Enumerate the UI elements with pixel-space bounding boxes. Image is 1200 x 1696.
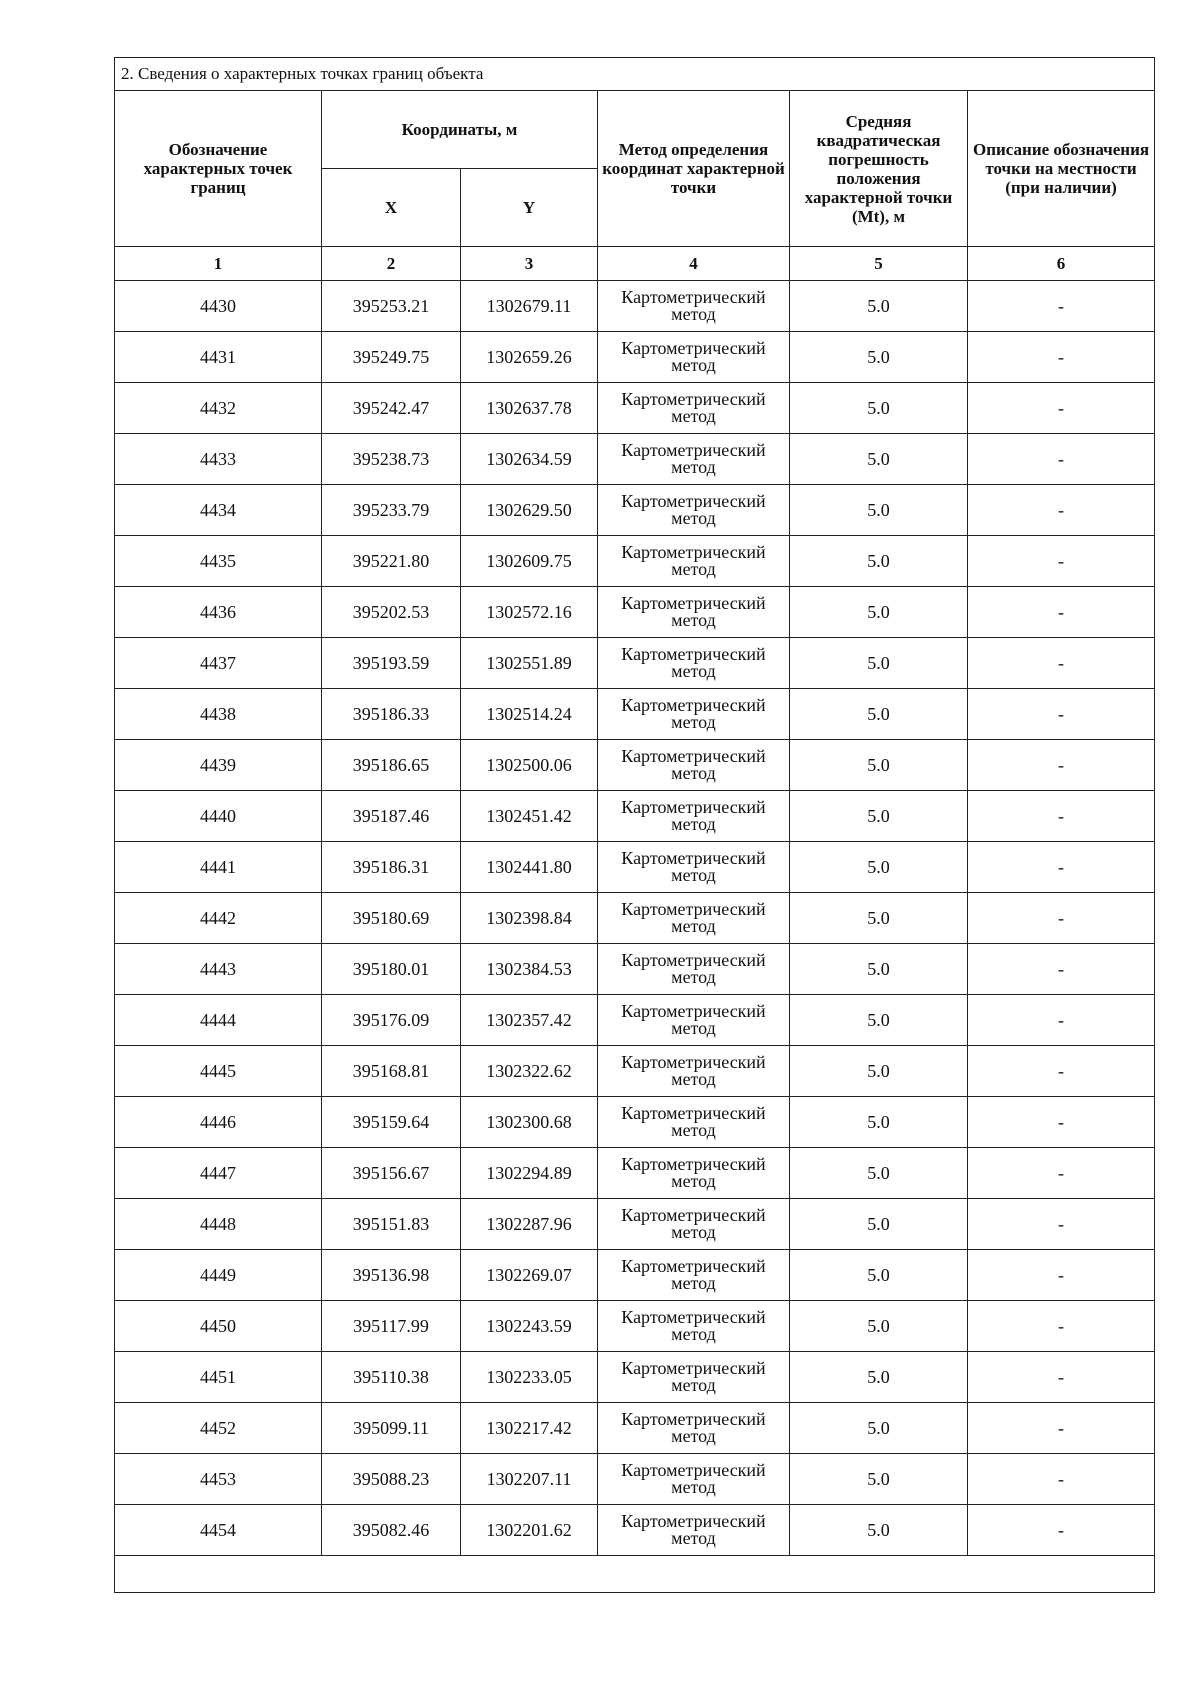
point-id-cell: 4444 [115, 995, 322, 1046]
table-row [115, 281, 1155, 332]
header-x: X [322, 169, 461, 247]
table-row [115, 1046, 1155, 1097]
mt-cell: 5.0 [790, 1199, 968, 1250]
table-row [115, 791, 1155, 842]
description-cell: - [968, 944, 1155, 995]
column-number: 2 [322, 247, 461, 281]
coord-y-cell: 1302269.07 [461, 1250, 598, 1301]
method-cell: Картометрический метод [598, 1046, 790, 1097]
coord-x-cell: 395186.65 [322, 740, 461, 791]
method-cell: Картометрический метод [598, 791, 790, 842]
table-row [115, 1403, 1155, 1454]
description-cell: - [968, 1301, 1155, 1352]
coord-x-cell: 395202.53 [322, 587, 461, 638]
mt-cell: 5.0 [790, 332, 968, 383]
coord-x-cell: 395117.99 [322, 1301, 461, 1352]
mt-cell: 5.0 [790, 1046, 968, 1097]
coord-x-cell: 395099.11 [322, 1403, 461, 1454]
document-sheet [114, 57, 1154, 1593]
description-cell: - [968, 1250, 1155, 1301]
table-row [115, 1505, 1155, 1556]
method-cell: Картометрический метод [598, 893, 790, 944]
coord-y-cell: 1302294.89 [461, 1148, 598, 1199]
point-id-cell: 4453 [115, 1454, 322, 1505]
coord-x-cell: 395168.81 [322, 1046, 461, 1097]
description-cell: - [968, 1199, 1155, 1250]
coord-y-cell: 1302201.62 [461, 1505, 598, 1556]
header-point-description: Описание обозначения точки на местности (при наличии) [968, 91, 1155, 247]
coord-x-cell: 395110.38 [322, 1352, 461, 1403]
description-cell: - [968, 1148, 1155, 1199]
header-y: Y [461, 169, 598, 247]
coord-x-cell: 395249.75 [322, 332, 461, 383]
coord-x-cell: 395221.80 [322, 536, 461, 587]
method-cell: Картометрический метод [598, 1097, 790, 1148]
coord-y-cell: 1302451.42 [461, 791, 598, 842]
method-cell: Картометрический метод [598, 1454, 790, 1505]
point-id-cell: 4447 [115, 1148, 322, 1199]
coord-x-cell: 395238.73 [322, 434, 461, 485]
description-cell: - [968, 893, 1155, 944]
table-row [115, 893, 1155, 944]
description-cell: - [968, 536, 1155, 587]
coord-y-cell: 1302634.59 [461, 434, 598, 485]
table-footer-empty-row [115, 1556, 1155, 1593]
point-id-cell: 4434 [115, 485, 322, 536]
coord-y-cell: 1302572.16 [461, 587, 598, 638]
coord-x-cell: 395253.21 [322, 281, 461, 332]
method-cell: Картометрический метод [598, 1301, 790, 1352]
description-cell: - [968, 383, 1155, 434]
description-cell: - [968, 434, 1155, 485]
point-id-cell: 4440 [115, 791, 322, 842]
coord-y-cell: 1302629.50 [461, 485, 598, 536]
mt-cell: 5.0 [790, 587, 968, 638]
method-cell: Картометрический метод [598, 383, 790, 434]
method-cell: Картометрический метод [598, 332, 790, 383]
coord-y-cell: 1302659.26 [461, 332, 598, 383]
point-id-cell: 4452 [115, 1403, 322, 1454]
mt-cell: 5.0 [790, 1097, 968, 1148]
coord-y-cell: 1302217.42 [461, 1403, 598, 1454]
header-mean-square-error: Средняя квадратическая погрешность положения характерной точки (Mt), м [790, 91, 968, 247]
point-id-cell: 4451 [115, 1352, 322, 1403]
mt-cell: 5.0 [790, 1454, 968, 1505]
point-id-cell: 4454 [115, 1505, 322, 1556]
table-row [115, 1250, 1155, 1301]
table-row [115, 434, 1155, 485]
mt-cell: 5.0 [790, 485, 968, 536]
header-point-designation: Обозначение характерных точек границ [115, 91, 322, 247]
method-cell: Картометрический метод [598, 485, 790, 536]
mt-cell: 5.0 [790, 638, 968, 689]
mt-cell: 5.0 [790, 1505, 968, 1556]
mt-cell: 5.0 [790, 944, 968, 995]
coord-x-cell: 395088.23 [322, 1454, 461, 1505]
table-row [115, 1097, 1155, 1148]
method-cell: Картометрический метод [598, 740, 790, 791]
method-cell: Картометрический метод [598, 842, 790, 893]
mt-cell: 5.0 [790, 791, 968, 842]
coord-y-cell: 1302322.62 [461, 1046, 598, 1097]
description-cell: - [968, 1454, 1155, 1505]
header-coordinates: Координаты, м [322, 91, 598, 169]
description-cell: - [968, 1403, 1155, 1454]
table-row [115, 383, 1155, 434]
coord-y-cell: 1302398.84 [461, 893, 598, 944]
table-row [115, 995, 1155, 1046]
table-row [115, 587, 1155, 638]
table-row [115, 944, 1155, 995]
method-cell: Картометрический метод [598, 1403, 790, 1454]
mt-cell: 5.0 [790, 281, 968, 332]
point-id-cell: 4450 [115, 1301, 322, 1352]
description-cell: - [968, 1352, 1155, 1403]
point-id-cell: 4431 [115, 332, 322, 383]
description-cell: - [968, 842, 1155, 893]
table-row [115, 1148, 1155, 1199]
description-cell: - [968, 1097, 1155, 1148]
coord-x-cell: 395159.64 [322, 1097, 461, 1148]
mt-cell: 5.0 [790, 536, 968, 587]
mt-cell: 5.0 [790, 1148, 968, 1199]
method-cell: Картометрический метод [598, 689, 790, 740]
coord-x-cell: 395082.46 [322, 1505, 461, 1556]
coord-y-cell: 1302357.42 [461, 995, 598, 1046]
coord-y-cell: 1302233.05 [461, 1352, 598, 1403]
description-cell: - [968, 995, 1155, 1046]
coord-y-cell: 1302243.59 [461, 1301, 598, 1352]
coord-x-cell: 395193.59 [322, 638, 461, 689]
table-row [115, 842, 1155, 893]
point-id-cell: 4449 [115, 1250, 322, 1301]
coord-y-cell: 1302637.78 [461, 383, 598, 434]
coord-y-cell: 1302609.75 [461, 536, 598, 587]
table-row [115, 1301, 1155, 1352]
table-row [115, 638, 1155, 689]
point-id-cell: 4448 [115, 1199, 322, 1250]
section-title: 2. Сведения о характерных точках границ объекта [115, 58, 1155, 91]
method-cell: Картометрический метод [598, 434, 790, 485]
method-cell: Картометрический метод [598, 1148, 790, 1199]
coord-y-cell: 1302514.24 [461, 689, 598, 740]
description-cell: - [968, 281, 1155, 332]
boundary-points-table [114, 57, 1155, 1593]
coord-y-cell: 1302300.68 [461, 1097, 598, 1148]
description-cell: - [968, 332, 1155, 383]
table-row [115, 689, 1155, 740]
column-number: 4 [598, 247, 790, 281]
mt-cell: 5.0 [790, 383, 968, 434]
point-id-cell: 4439 [115, 740, 322, 791]
mt-cell: 5.0 [790, 434, 968, 485]
table-body [115, 281, 1155, 1556]
mt-cell: 5.0 [790, 689, 968, 740]
coord-y-cell: 1302500.06 [461, 740, 598, 791]
mt-cell: 5.0 [790, 842, 968, 893]
coord-y-cell: 1302207.11 [461, 1454, 598, 1505]
method-cell: Картометрический метод [598, 1199, 790, 1250]
coord-x-cell: 395180.01 [322, 944, 461, 995]
point-id-cell: 4441 [115, 842, 322, 893]
description-cell: - [968, 689, 1155, 740]
method-cell: Картометрический метод [598, 944, 790, 995]
coord-x-cell: 395186.31 [322, 842, 461, 893]
mt-cell: 5.0 [790, 1301, 968, 1352]
point-id-cell: 4442 [115, 893, 322, 944]
coord-x-cell: 395176.09 [322, 995, 461, 1046]
table-row [115, 1352, 1155, 1403]
description-cell: - [968, 1505, 1155, 1556]
coord-x-cell: 395180.69 [322, 893, 461, 944]
method-cell: Картометрический метод [598, 281, 790, 332]
mt-cell: 5.0 [790, 1250, 968, 1301]
method-cell: Картометрический метод [598, 536, 790, 587]
description-cell: - [968, 740, 1155, 791]
point-id-cell: 4430 [115, 281, 322, 332]
coord-y-cell: 1302384.53 [461, 944, 598, 995]
table-row [115, 1454, 1155, 1505]
coord-x-cell: 395242.47 [322, 383, 461, 434]
table-row [115, 485, 1155, 536]
method-cell: Картометрический метод [598, 1250, 790, 1301]
coord-x-cell: 395156.67 [322, 1148, 461, 1199]
method-cell: Картометрический метод [598, 587, 790, 638]
column-number: 3 [461, 247, 598, 281]
point-id-cell: 4443 [115, 944, 322, 995]
coord-x-cell: 395233.79 [322, 485, 461, 536]
method-cell: Картометрический метод [598, 1352, 790, 1403]
coord-y-cell: 1302551.89 [461, 638, 598, 689]
mt-cell: 5.0 [790, 893, 968, 944]
method-cell: Картометрический метод [598, 995, 790, 1046]
coord-y-cell: 1302287.96 [461, 1199, 598, 1250]
point-id-cell: 4446 [115, 1097, 322, 1148]
mt-cell: 5.0 [790, 995, 968, 1046]
point-id-cell: 4436 [115, 587, 322, 638]
mt-cell: 5.0 [790, 1403, 968, 1454]
method-cell: Картометрический метод [598, 1505, 790, 1556]
table-row [115, 1199, 1155, 1250]
column-number: 1 [115, 247, 322, 281]
description-cell: - [968, 791, 1155, 842]
column-number: 6 [968, 247, 1155, 281]
description-cell: - [968, 1046, 1155, 1097]
coord-x-cell: 395136.98 [322, 1250, 461, 1301]
coord-x-cell: 395187.46 [322, 791, 461, 842]
header-method: Метод определения координат характерной точки [598, 91, 790, 247]
table-row [115, 332, 1155, 383]
point-id-cell: 4432 [115, 383, 322, 434]
coord-x-cell: 395186.33 [322, 689, 461, 740]
mt-cell: 5.0 [790, 1352, 968, 1403]
point-id-cell: 4437 [115, 638, 322, 689]
description-cell: - [968, 587, 1155, 638]
coord-y-cell: 1302441.80 [461, 842, 598, 893]
point-id-cell: 4433 [115, 434, 322, 485]
table-row [115, 740, 1155, 791]
table-row [115, 536, 1155, 587]
mt-cell: 5.0 [790, 740, 968, 791]
description-cell: - [968, 638, 1155, 689]
column-number: 5 [790, 247, 968, 281]
coord-y-cell: 1302679.11 [461, 281, 598, 332]
point-id-cell: 4445 [115, 1046, 322, 1097]
description-cell: - [968, 485, 1155, 536]
point-id-cell: 4438 [115, 689, 322, 740]
method-cell: Картометрический метод [598, 638, 790, 689]
point-id-cell: 4435 [115, 536, 322, 587]
coord-x-cell: 395151.83 [322, 1199, 461, 1250]
